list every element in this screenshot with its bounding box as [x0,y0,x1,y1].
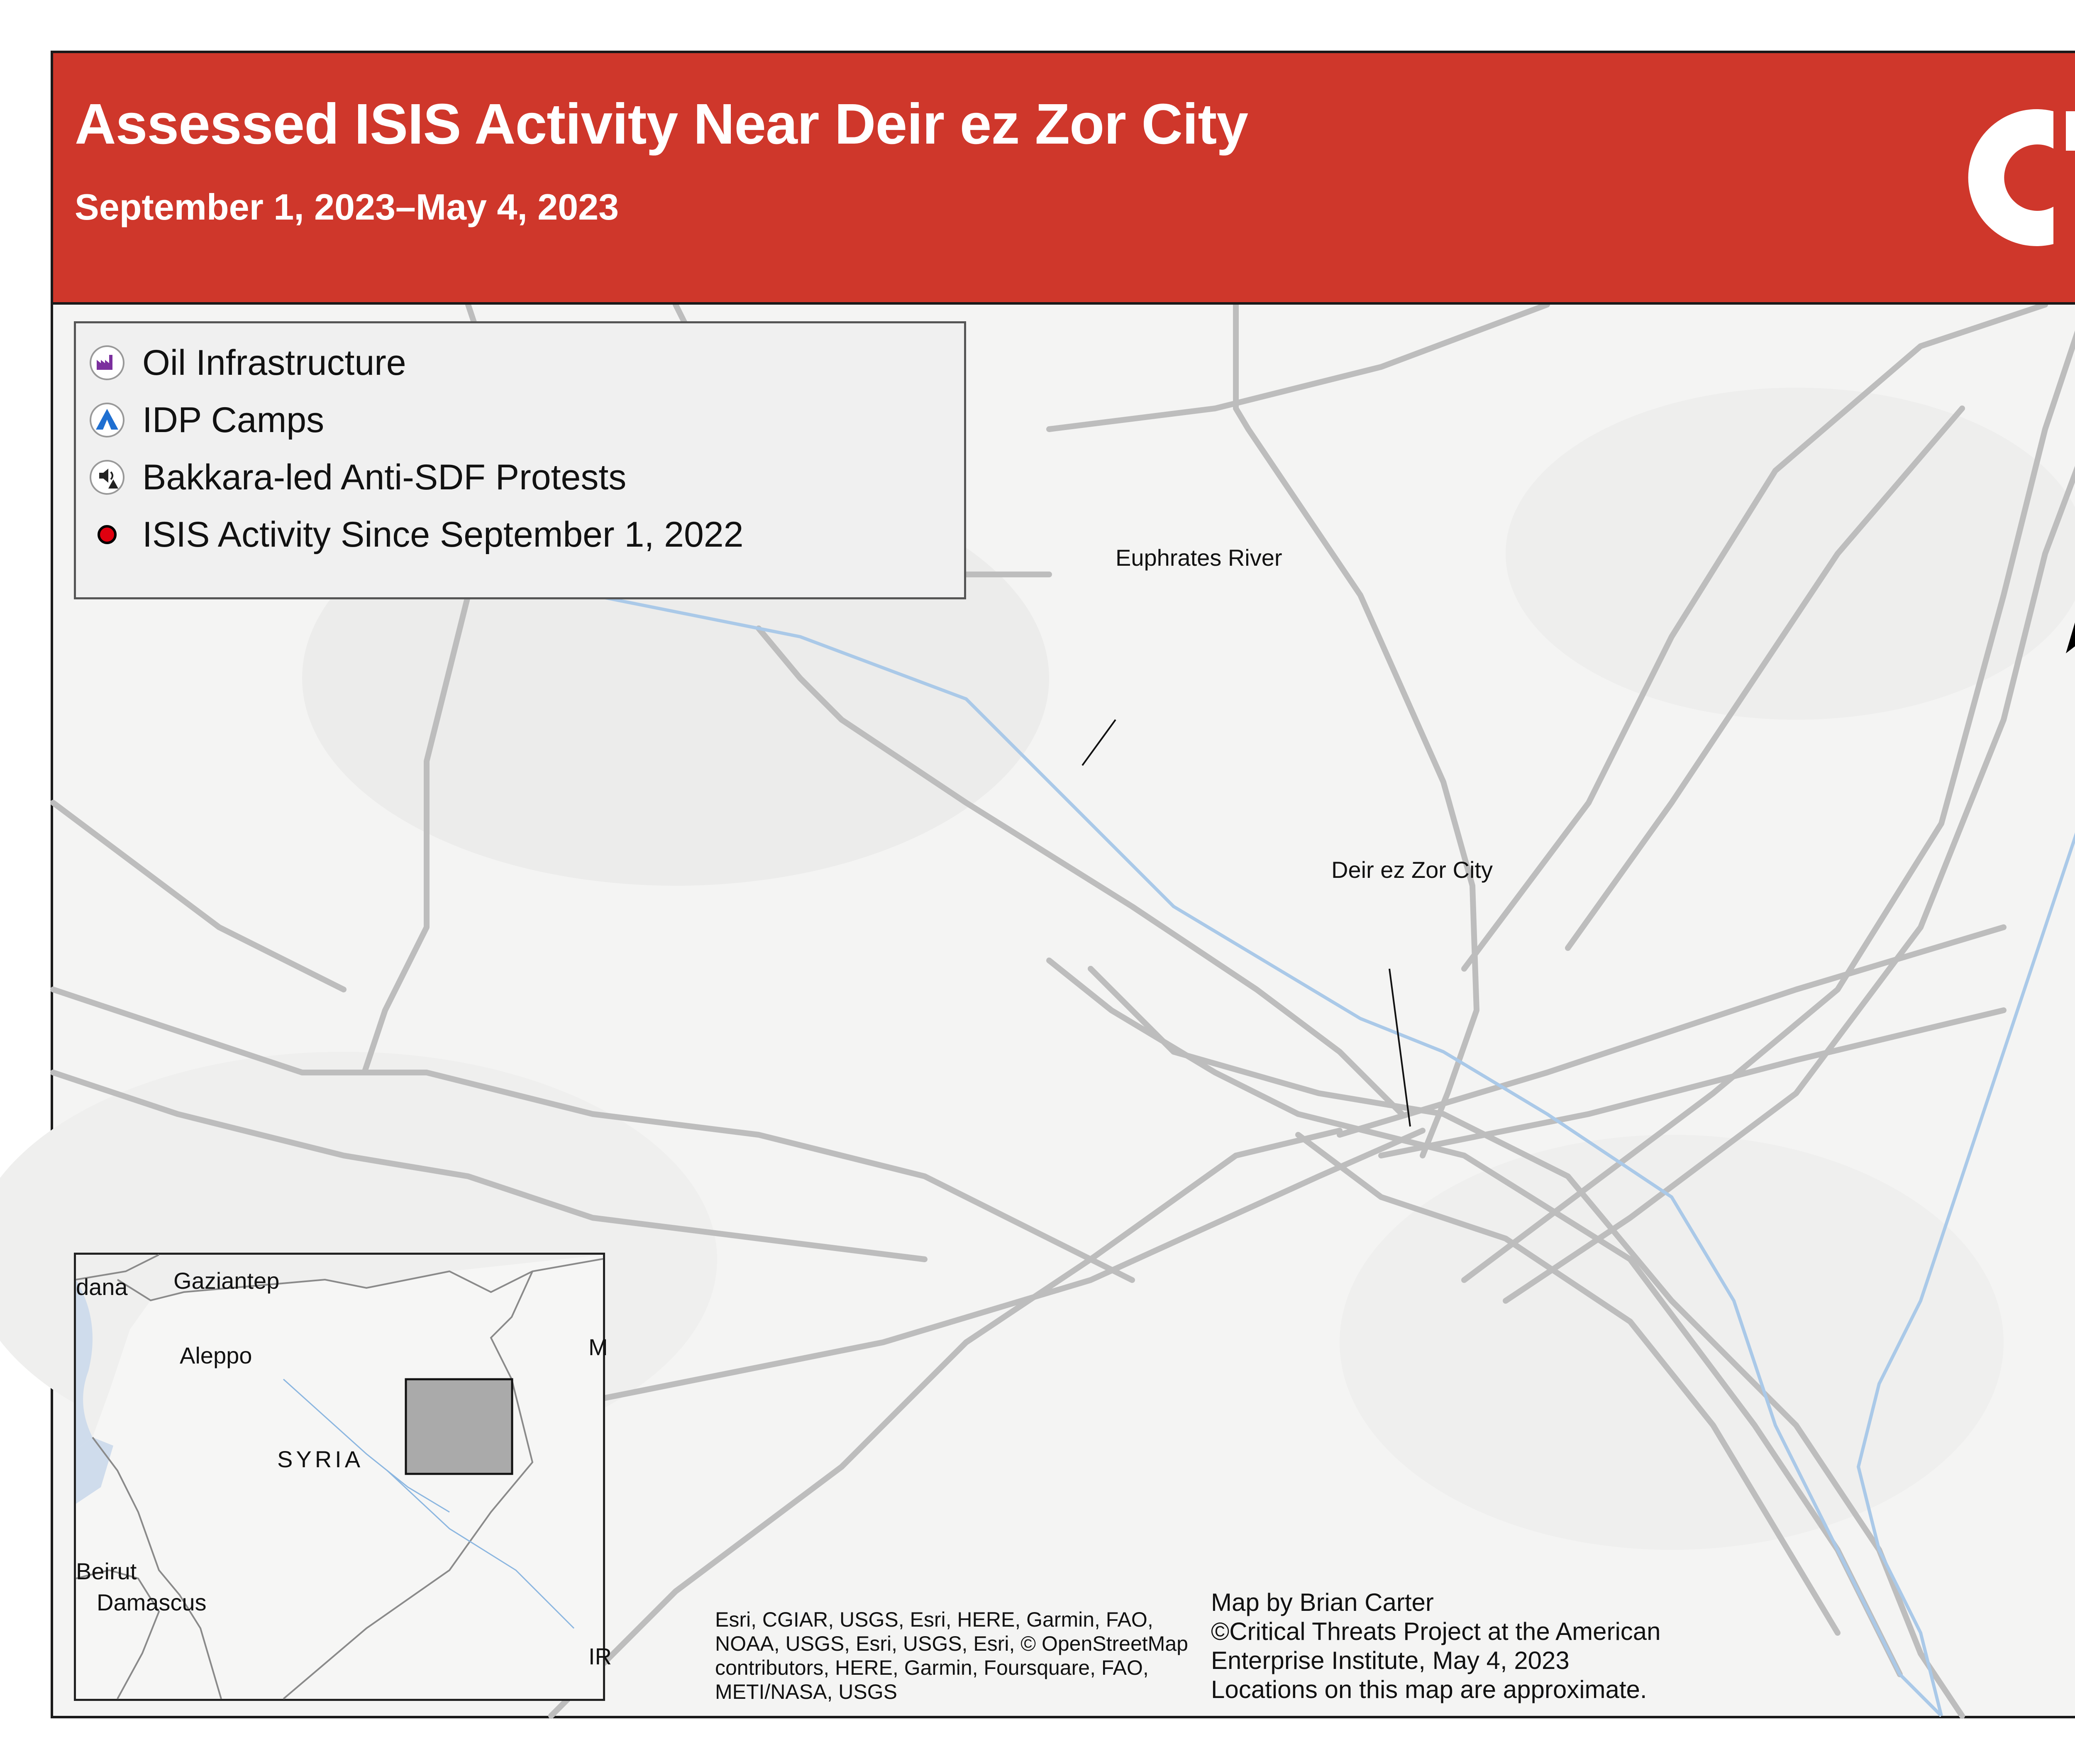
legend-label-idp: IDP Camps [142,400,325,440]
map-subtitle: September 1, 2023–May 4, 2023 [75,186,619,227]
credit-line-2: ©Critical Threats Project at the American [1211,1617,1661,1645]
inset-label-damascus: Damascus [97,1589,207,1615]
inset-label-ir: IR [588,1643,612,1669]
inset-extent-box [406,1379,512,1474]
header-banner [53,53,2075,305]
oil-infrastructure-icon [88,344,126,381]
isis-activity-dot [88,516,126,553]
ct-logo [1929,95,2075,261]
legend-label-oil: Oil Infrastructure [142,342,406,383]
legend-item-isis [88,512,743,557]
legend-item-oil [88,340,406,386]
credit-line-4: Locations on this map are approximate. [1211,1676,1647,1703]
map-attribution: Esri, CGIAR, USGS, Esri, HERE, Garmin, FAO, NOAA, USGS, Esri, USGS, Esri, © OpenStreetMap contributors, HERE, Garmin, Foursquare, FAO, METI/NASA, USGS [715,1608,1188,1703]
legend-box [74,321,966,599]
inset-label-beirut: Beirut [76,1558,137,1584]
legend-item-protest [88,454,626,500]
map-title: Assessed ISIS Activity Near Deir ez Zor City [75,92,1248,156]
protest-icon [88,459,126,496]
legend-label-isis: ISIS Activity Since September 1, 2022 [142,514,744,555]
inset-locator-map [74,1253,612,1701]
legend-label-protest: Bakkara-led Anti-SDF Protests [142,457,627,497]
inset-label-aleppo: Aleppo [180,1342,252,1368]
map-frame [51,51,2075,1718]
euphrates-river-label: Euphrates River [1116,545,1282,571]
inset-label-gaziantep: Gaziantep [173,1268,280,1294]
credit-line-3: Enterprise Institute, May 4, 2023 [1211,1647,1570,1674]
legend-item-idp [88,397,324,443]
inset-label-m: M [588,1334,608,1360]
inset-label-adana: dana [76,1274,128,1300]
deir-ez-zor-city-label: Deir ez Zor City [1331,857,1493,883]
idp-camp-icon [88,401,126,439]
inset-label-syria: SYRIA [277,1446,364,1472]
credit-line-1: Map by Brian Carter [1211,1588,1434,1616]
